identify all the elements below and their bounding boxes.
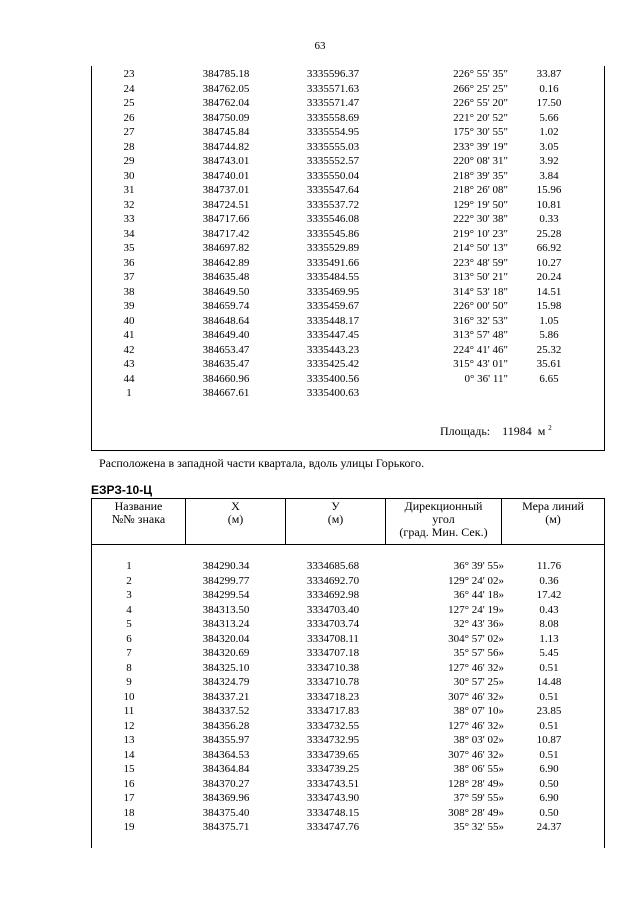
point-number: 1 [126, 560, 132, 572]
table-row [92, 603, 604, 617]
x-coordinate: 384356.28 [202, 719, 250, 732]
header-name-line: Название [114, 499, 163, 513]
table-row [92, 82, 604, 96]
y-coordinate: 3334708.11 [307, 632, 359, 645]
point-number: 30 [123, 169, 135, 182]
x-coordinate: 384659.74 [202, 300, 250, 312]
line-length: 1.13 [539, 632, 559, 645]
header-x-line: X [231, 499, 240, 513]
line-length: 10.81 [536, 198, 562, 211]
point-number: 44 [123, 372, 135, 385]
point-number: 41 [123, 329, 135, 341]
x-coordinate: 384337.52 [202, 705, 250, 717]
x-coordinate: 384762.05 [202, 82, 250, 95]
table-row [92, 270, 604, 284]
line-length: 17.42 [536, 589, 562, 601]
x-coordinate: 384649.40 [202, 329, 250, 341]
direction-angle: 308° 28' 49» [448, 806, 504, 819]
line-length: 25.28 [536, 227, 562, 240]
y-coordinate: 3334718.23 [306, 690, 360, 703]
table-row [92, 704, 604, 718]
line-length: 15.98 [536, 300, 562, 312]
header-name [92, 499, 186, 544]
table-row [92, 111, 604, 125]
y-coordinate: 3335537.72 [306, 198, 360, 211]
y-coordinate: 3334685.68 [306, 560, 360, 572]
direction-angle: 36° 39' 55» [453, 560, 504, 572]
x-coordinate: 384737.01 [202, 184, 250, 196]
line-length: 14.51 [536, 285, 562, 298]
table-row [92, 588, 604, 602]
y-coordinate: 3334710.38 [306, 661, 360, 674]
x-coordinate: 384313.24 [202, 618, 250, 630]
direction-angle: 35° 57' 56» [453, 647, 504, 659]
point-number: 19 [123, 821, 135, 833]
direction-angle: 218° 39' 35" [453, 169, 508, 182]
point-number: 11 [123, 705, 135, 717]
x-coordinate: 384750.09 [202, 111, 250, 124]
direction-angle: 226° 55' 35" [453, 68, 508, 80]
line-length: 8.08 [539, 618, 559, 630]
line-length: 14.48 [536, 676, 562, 688]
y-coordinate: 3334707.18 [306, 647, 360, 659]
line-length: 0.50 [539, 806, 559, 819]
x-coordinate: 384364.53 [202, 748, 250, 761]
y-coordinate: 3335552.57 [306, 155, 360, 167]
header-angle [386, 499, 502, 544]
header-angle-line: угол [432, 512, 455, 526]
point-number: 17 [123, 792, 135, 804]
y-coordinate: 3335547.64 [306, 184, 360, 196]
coordinates-table-continuation [91, 66, 605, 451]
direction-angle: 129° 24' 02» [448, 574, 504, 587]
x-coordinate: 384313.50 [202, 603, 250, 616]
x-coordinate: 384320.04 [202, 632, 250, 645]
table-row [92, 748, 604, 762]
x-coordinate: 384660.96 [202, 372, 250, 385]
point-number: 9 [126, 676, 132, 688]
point-number: 43 [123, 358, 135, 370]
direction-angle: 315° 43' 01" [453, 358, 508, 370]
y-coordinate: 3335400.56 [306, 372, 360, 385]
direction-angle: 233° 39' 19" [453, 140, 508, 153]
point-number: 15 [123, 763, 135, 775]
line-length: 0.43 [539, 603, 559, 616]
table-row [92, 212, 604, 226]
x-coordinate: 384370.27 [202, 777, 250, 790]
y-coordinate: 3334743.51 [306, 777, 360, 790]
line-length: 5.45 [539, 647, 559, 659]
line-length: 6.90 [539, 792, 559, 804]
table-row [92, 617, 604, 631]
direction-angle: 38° 06' 55» [453, 763, 504, 775]
line-length: 66.92 [536, 242, 562, 254]
x-coordinate: 384642.89 [202, 256, 250, 269]
direction-angle: 37° 59' 55» [453, 792, 504, 804]
header-separator [92, 544, 604, 545]
y-coordinate: 3334743.90 [306, 792, 360, 804]
y-coordinate: 3335571.47 [306, 97, 360, 109]
line-length: 0.16 [539, 82, 559, 95]
x-coordinate: 384375.71 [202, 821, 250, 833]
point-number: 40 [123, 314, 135, 327]
direction-angle: 218° 26' 08" [453, 184, 508, 196]
x-coordinate: 384653.47 [202, 343, 250, 356]
line-length: 10.87 [536, 734, 562, 746]
area-unit: м [537, 424, 546, 438]
line-length: 0.36 [539, 574, 559, 587]
point-number: 14 [123, 748, 135, 761]
line-length: 5.66 [539, 111, 559, 124]
x-coordinate: 384667.61 [202, 387, 250, 399]
point-number: 39 [123, 300, 135, 312]
line-length: 3.84 [539, 169, 559, 182]
y-coordinate: 3334703.74 [306, 618, 360, 630]
line-length: 0.51 [539, 719, 559, 732]
x-coordinate: 384745.84 [202, 126, 250, 138]
point-number: 7 [126, 647, 132, 659]
y-coordinate: 3334692.98 [306, 589, 360, 601]
table-row [92, 632, 604, 646]
y-coordinate: 3334739.65 [306, 748, 360, 761]
line-length: 1.02 [539, 126, 559, 138]
line-length: 5.86 [539, 329, 559, 341]
direction-angle: 214° 50' 13" [453, 242, 508, 254]
y-coordinate: 3335596.37 [306, 68, 360, 80]
direction-angle: 304° 57' 02» [448, 632, 504, 645]
direction-angle: 38° 03' 02» [453, 734, 504, 746]
header-angle-line: Дирекционный [404, 499, 483, 513]
table-row [92, 227, 604, 241]
y-coordinate: 3335425.42 [306, 358, 360, 370]
area-unit-exponent: 2 [548, 424, 552, 432]
line-length: 0.33 [539, 213, 559, 225]
table-row [92, 690, 604, 704]
point-number: 5 [126, 618, 132, 630]
x-coordinate: 384375.40 [202, 806, 250, 819]
header-y-line: У [331, 499, 340, 513]
point-number: 36 [123, 256, 135, 269]
line-length: 11.76 [536, 560, 562, 572]
table-row [92, 820, 604, 834]
point-number: 37 [123, 271, 135, 283]
direction-angle: 127° 46' 32» [448, 661, 504, 674]
line-length: 3.92 [539, 155, 559, 167]
direction-angle: 30° 57' 25» [453, 676, 504, 688]
page-number: 63 [314, 40, 326, 52]
table-row [92, 343, 604, 357]
direction-angle: 266° 25' 25" [453, 82, 508, 95]
direction-angle: 220° 08' 31" [453, 155, 508, 167]
line-length: 20.24 [536, 271, 562, 283]
x-coordinate: 384740.01 [202, 169, 250, 182]
y-coordinate: 3334732.95 [306, 734, 360, 746]
point-number: 33 [123, 213, 135, 225]
direction-angle: 307° 46' 32» [448, 748, 504, 761]
direction-angle: 314° 53' 18" [453, 285, 508, 298]
x-coordinate: 384324.79 [202, 676, 250, 688]
x-coordinate: 384785.18 [202, 68, 250, 80]
x-coordinate: 384648.64 [202, 314, 250, 327]
y-coordinate: 3335400.63 [306, 387, 360, 399]
y-coordinate: 3334739.25 [306, 763, 360, 775]
y-coordinate: 3334703.40 [306, 603, 360, 616]
section-title: ЕЗРЗ-10-Ц [91, 483, 152, 497]
table-row [92, 285, 604, 299]
table-row [92, 574, 604, 588]
x-coordinate: 384299.77 [202, 574, 250, 587]
line-length: 25.32 [536, 343, 562, 356]
x-coordinate: 384355.97 [202, 734, 250, 746]
direction-angle: 129° 19' 50" [453, 198, 508, 211]
header-length-line: (м) [545, 512, 561, 526]
direction-angle: 223° 48' 59" [453, 256, 508, 269]
table-row [92, 661, 604, 675]
table-row [92, 256, 604, 270]
point-number: 18 [123, 806, 135, 819]
header-y [286, 499, 386, 544]
line-length: 0.51 [539, 748, 559, 761]
point-number: 32 [123, 198, 135, 211]
table-row [92, 777, 604, 791]
direction-angle: 222° 30' 38" [453, 213, 508, 225]
point-number: 31 [123, 184, 135, 196]
line-length: 24.37 [536, 821, 562, 833]
table-row [92, 559, 604, 573]
y-coordinate: 3335448.17 [306, 314, 360, 327]
direction-angle: 226° 55' 20" [453, 97, 508, 109]
table-row [92, 675, 604, 689]
y-coordinate: 3335447.45 [306, 329, 360, 341]
x-coordinate: 384762.04 [202, 97, 250, 109]
point-number: 34 [123, 227, 135, 240]
point-number: 3 [126, 589, 132, 601]
point-number: 16 [123, 777, 135, 790]
point-number: 12 [123, 719, 135, 732]
header-length [502, 499, 604, 544]
header-angle-line: (град. Мин. Сек.) [399, 525, 488, 539]
y-coordinate: 3335554.95 [306, 126, 360, 138]
point-number: 35 [123, 242, 135, 254]
direction-angle: 313° 50' 21" [453, 271, 508, 283]
table-row [92, 357, 604, 371]
point-number: 28 [123, 140, 135, 153]
direction-angle: 316° 32' 53" [453, 314, 508, 327]
direction-angle: 127° 46' 32» [448, 719, 504, 732]
location-description: Расположена в западной части квартала, вдоль улицы Горького. [99, 456, 425, 470]
table-row [92, 314, 604, 328]
point-number: 6 [126, 632, 132, 645]
line-length: 0.51 [539, 661, 559, 674]
x-coordinate: 384724.51 [202, 198, 250, 211]
direction-angle: 127° 24' 19» [448, 603, 504, 616]
area-value: 11984 [502, 424, 532, 438]
direction-angle: 224° 41' 46" [453, 343, 508, 356]
direction-angle: 35° 32' 55» [453, 821, 504, 833]
line-length: 6.90 [539, 763, 559, 775]
direction-angle: 0° 36' 11" [464, 372, 508, 385]
x-coordinate: 384744.82 [202, 140, 250, 153]
point-number: 4 [126, 603, 132, 616]
direction-angle: 219° 10' 23" [453, 227, 508, 240]
direction-angle: 313° 57' 48" [453, 329, 508, 341]
header-y-line: (м) [327, 512, 344, 526]
table-row [92, 67, 604, 81]
area-summary [440, 424, 552, 439]
y-coordinate: 3334692.70 [306, 574, 360, 587]
point-number: 23 [123, 68, 135, 80]
table-row [92, 198, 604, 212]
table-row [92, 806, 604, 820]
table-row [92, 154, 604, 168]
x-coordinate: 384320.69 [202, 647, 250, 659]
y-coordinate: 3334717.83 [306, 705, 360, 717]
x-coordinate: 384325.10 [202, 661, 250, 674]
point-number: 38 [123, 285, 135, 298]
direction-angle: 36° 44' 18» [453, 589, 504, 601]
y-coordinate: 3335571.63 [306, 82, 360, 95]
x-coordinate: 384290.34 [202, 560, 250, 572]
header-length-line: Мера линий [522, 499, 584, 513]
x-coordinate: 384717.66 [202, 213, 250, 225]
y-coordinate: 3334732.55 [306, 719, 360, 732]
point-number: 2 [126, 574, 132, 587]
line-length: 1.05 [539, 314, 559, 327]
table-row [92, 372, 604, 386]
table-row [92, 96, 604, 110]
direction-angle: 307° 46' 32» [448, 690, 504, 703]
point-number: 1 [126, 387, 132, 399]
table-row [92, 646, 604, 660]
point-number: 27 [123, 126, 135, 138]
point-number: 13 [123, 734, 135, 746]
direction-angle: 221° 20' 52" [453, 111, 508, 124]
line-length: 0.51 [539, 690, 559, 703]
y-coordinate: 3334748.15 [306, 806, 360, 819]
direction-angle: 128° 28' 49» [448, 777, 504, 790]
y-coordinate: 3335555.03 [306, 140, 360, 153]
line-length: 33.87 [536, 68, 562, 80]
x-coordinate: 384635.47 [202, 358, 250, 370]
line-length: 10.27 [536, 256, 562, 269]
x-coordinate: 384369.96 [202, 792, 250, 804]
table-row [92, 328, 604, 342]
point-number: 42 [123, 343, 135, 356]
y-coordinate: 3335558.69 [306, 111, 360, 124]
x-coordinate: 384649.50 [202, 285, 250, 298]
table-row [92, 140, 604, 154]
x-coordinate: 384364.84 [202, 763, 250, 775]
table-row [92, 733, 604, 747]
table-row [92, 719, 604, 733]
line-length: 17.50 [536, 97, 562, 109]
header-x-line: (м) [227, 512, 244, 526]
line-length: 23.85 [536, 705, 562, 717]
table-row [92, 183, 604, 197]
point-number: 26 [123, 111, 135, 124]
table-row [92, 169, 604, 183]
y-coordinate: 3335529.89 [306, 242, 360, 254]
line-length: 6.65 [539, 372, 559, 385]
header-x [186, 499, 286, 544]
y-coordinate: 3335546.08 [306, 213, 360, 225]
table-row [92, 791, 604, 805]
table-row [92, 762, 604, 776]
coordinates-table [91, 498, 605, 848]
direction-angle: 226° 00' 50" [453, 300, 508, 312]
table-row [92, 241, 604, 255]
x-coordinate: 384337.21 [202, 690, 250, 703]
x-coordinate: 384743.01 [202, 155, 250, 167]
direction-angle: 38° 07' 10» [453, 705, 504, 717]
y-coordinate: 3334747.76 [306, 821, 360, 833]
x-coordinate: 384697.82 [202, 242, 250, 254]
y-coordinate: 3335484.55 [306, 271, 360, 283]
point-number: 24 [123, 82, 135, 95]
y-coordinate: 3335550.04 [306, 169, 360, 182]
table-row [92, 125, 604, 139]
y-coordinate: 3334710.78 [306, 676, 360, 688]
header-name-line: №№ знака [111, 512, 166, 526]
line-length: 15.96 [536, 184, 562, 196]
y-coordinate: 3335469.95 [306, 285, 360, 298]
x-coordinate: 384635.48 [202, 271, 250, 283]
point-number: 29 [123, 155, 135, 167]
line-length: 35.61 [536, 358, 562, 370]
point-number: 8 [126, 661, 132, 674]
x-coordinate: 384299.54 [202, 589, 250, 601]
point-number: 10 [123, 690, 135, 703]
y-coordinate: 3335491.66 [306, 256, 360, 269]
table-row [92, 299, 604, 313]
y-coordinate: 3335459.67 [306, 300, 360, 312]
direction-angle: 175° 30' 55" [453, 126, 508, 138]
x-coordinate: 384717.42 [202, 227, 250, 240]
line-length: 0.50 [539, 777, 559, 790]
y-coordinate: 3335443.23 [306, 343, 360, 356]
point-number: 25 [123, 97, 135, 109]
y-coordinate: 3335545.86 [306, 227, 360, 240]
area-label: Площадь: [440, 424, 491, 438]
table-row [92, 386, 604, 400]
direction-angle: 32° 43' 36» [453, 618, 504, 630]
line-length: 3.05 [539, 140, 559, 153]
